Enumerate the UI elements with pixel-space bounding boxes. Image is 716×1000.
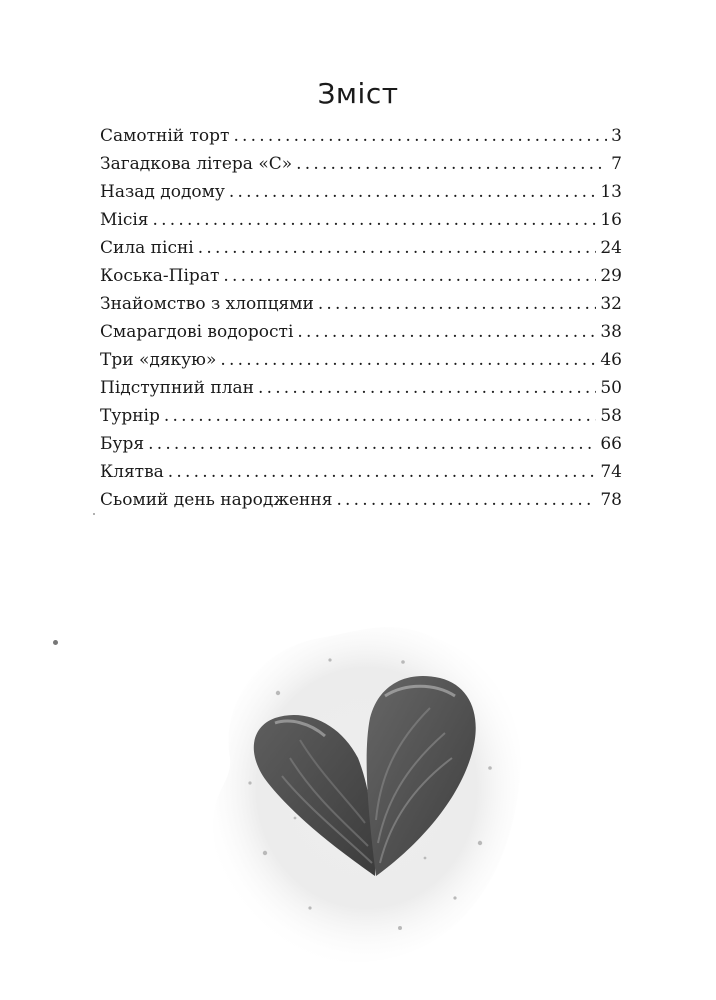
toc-entry[interactable]: [100, 234, 622, 262]
toc-leader-dots: [153, 206, 597, 234]
toc-entry[interactable]: [100, 458, 622, 486]
toc-entry[interactable]: [100, 430, 622, 458]
toc-leader-dots: [233, 122, 607, 150]
toc-entry[interactable]: [100, 346, 622, 374]
toc-entry-title: Коська-Пірат: [100, 266, 220, 286]
toc-entry-title: Самотній торт: [100, 126, 230, 146]
toc-entry-page: 46: [600, 350, 622, 370]
toc-entry[interactable]: [100, 206, 622, 234]
toc-entry[interactable]: [100, 318, 622, 346]
toc-entry[interactable]: [100, 150, 622, 178]
toc-entry-page: 58: [600, 406, 622, 426]
toc-entry[interactable]: [100, 122, 622, 150]
toc-entry[interactable]: [100, 402, 622, 430]
toc-entry-page: 74: [600, 462, 622, 482]
toc-entry-page: 66: [600, 434, 622, 454]
toc-entry-title: Загадкова літера «С»: [100, 154, 293, 174]
toc-leader-dots: [297, 318, 596, 346]
toc-entry-page: 78: [600, 490, 622, 510]
toc-entry-title: Підступний план: [100, 378, 254, 398]
page-title: Зміст: [317, 76, 399, 110]
toc-entry-title: Назад додому: [100, 182, 225, 202]
toc-leader-dots: [220, 346, 596, 374]
toc-entry-page: 3: [611, 126, 622, 146]
toc-leader-dots: [223, 262, 596, 290]
toc-leader-dots: [148, 430, 596, 458]
table-of-contents: [100, 122, 622, 514]
toc-leader-dots: [296, 150, 607, 178]
toc-leader-dots: [258, 374, 596, 402]
toc-entry-title: Знайомство з хлопцями: [100, 294, 314, 314]
toc-entry-page: 16: [600, 210, 622, 230]
toc-entry[interactable]: [100, 374, 622, 402]
toc-entry-page: 38: [600, 322, 622, 342]
toc-leader-dots: [164, 402, 596, 430]
toc-entry-page: 24: [600, 238, 622, 258]
toc-leader-dots: [336, 486, 596, 514]
toc-entry-title: Буря: [100, 434, 145, 454]
toc-entry[interactable]: [100, 486, 622, 514]
toc-entry-page: 7: [611, 154, 622, 174]
toc-entry-title: Сьомий день народження: [100, 490, 333, 510]
toc-entry-title: Три «дякую»: [100, 350, 217, 370]
toc-entry-title: Турнір: [100, 406, 160, 426]
toc-leader-dots: [168, 458, 597, 486]
toc-entry-page: 29: [600, 266, 622, 286]
heart-shaped-mussel-shells-icon: [190, 608, 530, 978]
toc-entry-title: Клятва: [100, 462, 164, 482]
toc-entry[interactable]: [100, 290, 622, 318]
toc-entry-page: 13: [600, 182, 622, 202]
toc-entry-title: Місія: [100, 210, 149, 230]
toc-entry[interactable]: [100, 178, 622, 206]
toc-leader-dots: [198, 234, 597, 262]
stray-speck-dot: [93, 513, 95, 515]
toc-entry-title: Сила пісні: [100, 238, 194, 258]
toc-entry[interactable]: [100, 262, 622, 290]
toc-entry-title: Смарагдові водорості: [100, 322, 294, 342]
toc-entry-page: 50: [600, 378, 622, 398]
stray-speck-dot: [53, 640, 58, 645]
toc-leader-dots: [318, 290, 597, 318]
toc-leader-dots: [229, 178, 596, 206]
toc-entry-page: 32: [600, 294, 622, 314]
